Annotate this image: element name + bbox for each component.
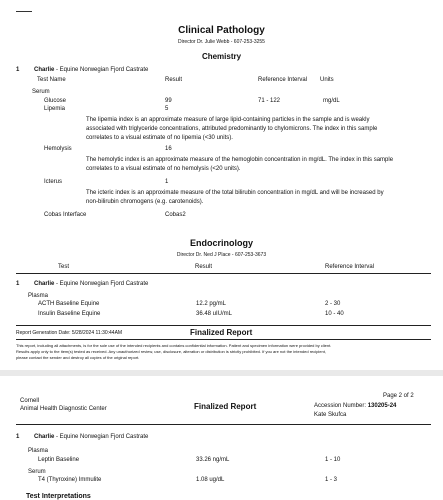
page-number: Page 2 of 2 xyxy=(383,393,414,399)
patient-desc: - Equine Norwegian Fjord Castrate xyxy=(56,67,149,73)
acth-ref: 2 - 30 xyxy=(325,301,341,307)
client-name: Kate Skufca xyxy=(314,412,347,418)
glucose-ref: 71 - 122 xyxy=(258,98,281,104)
glucose-result: 99 xyxy=(165,98,172,104)
insulin-ref: 10 - 40 xyxy=(325,311,344,317)
icterus-result: 1 xyxy=(165,179,169,185)
endo-patient-name: Charlie xyxy=(34,281,55,287)
t4-ref: 1 - 3 xyxy=(325,477,338,483)
p2-header-rule xyxy=(16,424,431,425)
disclaimer-line-3: please contact the sender and destroy all copies of the original report. xyxy=(16,355,140,360)
endo-col-reference: Reference Interval xyxy=(325,264,375,270)
endo-col-result: Result xyxy=(195,264,213,270)
report-generation-date: Report Generation Date: 5/28/2024 11:30:44AM xyxy=(16,330,123,336)
disclaimer xyxy=(16,343,431,361)
disclaimer-line-2: Results apply only to the item(s) tested as received. Any unauthorized review, use, disclosure, alteration or distribution is strictly prohibited. If you are not the intended recipient, xyxy=(16,349,326,354)
endo-patient-line xyxy=(34,281,148,287)
col-result: Result xyxy=(165,77,183,83)
t4-name: T4 (Thyroxine) Immulite xyxy=(38,477,102,483)
lipemia-line-2: associated with triglyceride concentrations, attributed predominantly to chylomicrons. The index in this sample xyxy=(86,126,378,133)
icterus-line-2: non-bilirubin chromogens (e.g. carotenoids). xyxy=(86,199,204,206)
serum-label: Serum xyxy=(32,89,50,95)
cobas-result: Cobas2 xyxy=(165,212,186,218)
insulin-result: 36.48 uIU/mL xyxy=(196,311,233,317)
p2-patient-line xyxy=(34,434,148,440)
p2-patient-number: 1 xyxy=(16,434,20,440)
icterus-line-1: The icteric index is an approximate measure of the total bilirubin concentration in mg/dL and will be increased by xyxy=(86,190,384,196)
org-name: Cornell xyxy=(20,398,40,404)
t4-result: 1.08 ug/dL xyxy=(196,477,225,483)
leptin-name: Leptin Baseline xyxy=(38,457,80,463)
page-2 xyxy=(0,376,443,500)
finalized-report-label: Finalized Report xyxy=(190,328,253,337)
hemolysis-line-1: The hemolytic index is an approximate measure of the hemoglobin concentration in mg/dL. The index in this sample xyxy=(86,157,394,163)
hemolysis-result: 16 xyxy=(165,146,172,152)
endo-col-test: Test xyxy=(58,264,70,270)
p2-patient-desc: - Equine Norwegian Fjord Castrate xyxy=(56,434,149,440)
lipemia-result: 5 xyxy=(165,106,169,112)
col-units: Units xyxy=(320,77,334,83)
lipemia-line-3: correlates to a visual estimate of no lipemia (<30 units). xyxy=(86,135,233,142)
top-dash xyxy=(16,11,32,12)
endo-patient-desc: - Equine Norwegian Fjord Castrate xyxy=(56,281,149,287)
leptin-result: 33.26 ng/mL xyxy=(196,457,230,463)
leptin-ref: 1 - 10 xyxy=(325,457,341,463)
hemolysis-line-2: correlates to a visual estimate of no hemolysis (<20 units). xyxy=(86,166,241,173)
accession xyxy=(314,403,396,409)
endo-plasma-label: Plasma xyxy=(28,293,49,299)
director-endo: Director Dr. Ned J Place - 607-253-3673 xyxy=(176,252,267,258)
accession-label: Accession Number: xyxy=(314,403,367,409)
lipemia-description xyxy=(86,116,431,144)
hemolysis-name: Hemolysis xyxy=(44,146,72,152)
patient-line xyxy=(34,67,148,73)
report-title: Clinical Pathology xyxy=(178,25,265,36)
accession-number: 130205-24 xyxy=(367,403,397,409)
test-interpretations-heading: Test Interpretations xyxy=(26,493,91,500)
p2-plasma-label: Plasma xyxy=(28,448,49,454)
p2-patient-name: Charlie xyxy=(34,434,55,440)
acth-name: ACTH Baseline Equine xyxy=(38,301,100,307)
endo-patient-number: 1 xyxy=(16,281,20,287)
col-test-name: Test Name xyxy=(37,77,66,83)
icterus-description xyxy=(86,189,431,207)
section-endocrinology: Endocrinology xyxy=(190,238,253,248)
disclaimer-line-1: This report, including all attachments, is for the sole use of the intended recipients and contains confidential information. Patient and specimen information were provided by client. xyxy=(16,343,332,348)
cobas-name: Cobas Interface xyxy=(44,212,87,218)
footer-rule-2 xyxy=(16,339,431,340)
col-reference: Reference Interval xyxy=(258,77,308,83)
glucose-units: mg/dL xyxy=(323,98,340,104)
patient-number: 1 xyxy=(16,67,20,73)
director-clinpath: Director Dr. Julie Webb - 607-253-3255 xyxy=(178,39,265,45)
footer-rule xyxy=(16,325,431,326)
acth-result: 12.2 pg/mL xyxy=(196,301,227,307)
endo-header-rule xyxy=(16,273,431,274)
section-chemistry: Chemistry xyxy=(201,52,242,61)
lipemia-name: Lipemia xyxy=(44,106,66,112)
lipemia-line-1: The lipemia index is an approximate measure of large lipid-containing particles in the sample and is weakly xyxy=(86,117,370,123)
p2-finalized-report: Finalized Report xyxy=(194,402,257,411)
glucose-name: Glucose xyxy=(44,98,67,104)
patient-name: Charlie xyxy=(34,67,55,73)
hemolysis-description xyxy=(86,156,431,174)
icterus-name: Icterus xyxy=(44,179,63,185)
p2-serum-label: Serum xyxy=(28,469,46,475)
org-center: Animal Health Diagnostic Center xyxy=(20,406,107,412)
insulin-name: Insulin Baseline Equine xyxy=(38,311,101,317)
